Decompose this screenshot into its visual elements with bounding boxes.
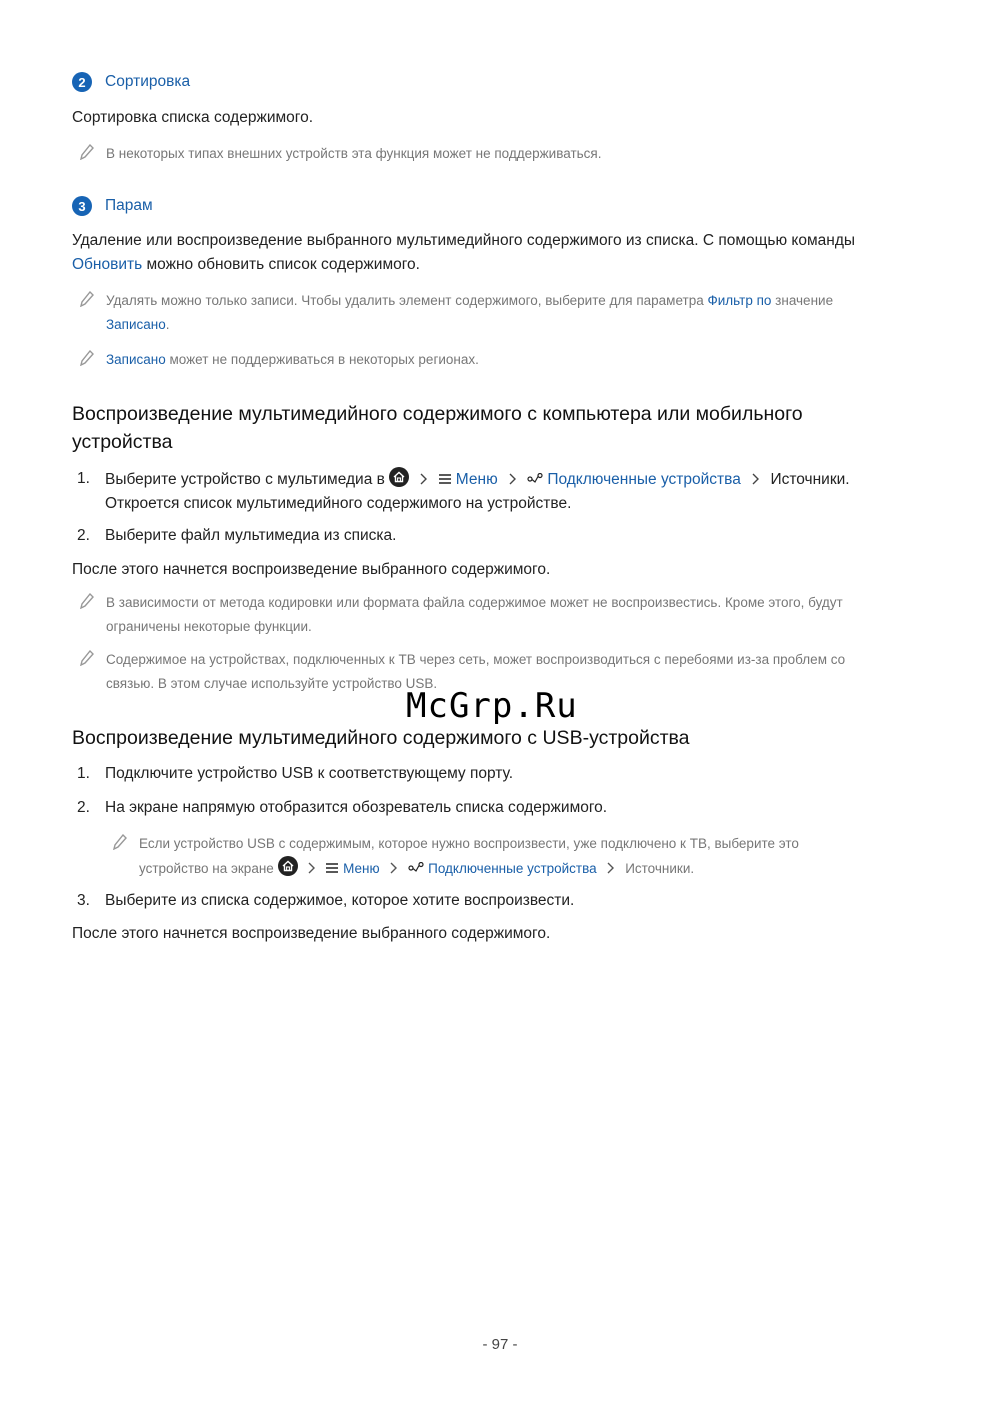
chevron-right-icon [307, 862, 316, 874]
sort-heading [72, 72, 190, 92]
sort-number-badge: 2 [72, 72, 92, 92]
home-icon[interactable] [278, 856, 298, 876]
page-number: - 97 - [482, 1336, 518, 1353]
chevron-right-icon [508, 473, 517, 485]
pencil-note-icon [80, 144, 94, 160]
connected-devices-icon [527, 473, 543, 485]
pc-note-1 [106, 591, 936, 639]
param-description-pre: Удаление или воспроизведение выбранного мультимедийного содержимого из списка. С помощью команды [72, 232, 856, 249]
menu-link[interactable]: Меню [343, 861, 380, 876]
pencil-note-icon [80, 593, 94, 609]
pc-step1-pre: Выберите устройство с мультимедиа в [105, 471, 385, 488]
param-description-post: можно обновить список содержимого. [146, 256, 420, 273]
refresh-link[interactable]: Обновить [72, 256, 143, 273]
filter-by-link[interactable]: Фильтр по [707, 293, 772, 308]
pencil-note-icon [113, 834, 127, 850]
pc-step1-post: Источники. [770, 471, 850, 488]
usb-step1-text: Подключите устройство USB к соответствующему порту. [105, 765, 514, 782]
step-number: 1. [77, 470, 90, 487]
param-note1-post: . [165, 317, 170, 332]
usb-note-line1: Если устройство USB с содержимым, которое нужно воспроизвести, уже подключено к ТВ, выберите это [139, 836, 799, 851]
home-icon[interactable] [389, 467, 409, 487]
connected-devices-link[interactable]: Подключенные устройства [428, 861, 597, 876]
chevron-right-icon [606, 862, 615, 874]
pc-note1-line2: ограничены некоторые функции. [106, 619, 312, 634]
usb-note-post: Источники. [625, 861, 695, 876]
pc-section-heading [72, 400, 932, 456]
pc-heading-line2: устройства [72, 431, 173, 453]
param-heading [72, 196, 153, 216]
param-note-1 [106, 289, 926, 337]
pc-heading-line1: Воспроизведение мультимедийного содержимого с компьютера или мобильного [72, 403, 803, 425]
pc-step-2 [77, 524, 397, 548]
sort-note-text: В некоторых типах внешних устройств эта функция может не поддерживаться. [106, 146, 602, 161]
sort-title: Сортировка [105, 73, 191, 90]
menu-icon [326, 863, 338, 873]
param-note-2 [106, 348, 479, 372]
usb-step-1 [77, 762, 514, 786]
pc-step2-text: Выберите файл мультимедиа из списка. [105, 527, 397, 544]
param-number-badge: 3 [72, 196, 92, 216]
pc-after-text: После этого начнется воспроизведение выбранного содержимого. [72, 561, 551, 578]
step-number: 3. [77, 892, 90, 909]
pc-note2-line1: Содержимое на устройствах, подключенных к ТВ через сеть, может воспроизводиться с перебоями из-за проблем со [106, 652, 846, 667]
connected-devices-icon [408, 862, 424, 874]
usb-note [139, 832, 929, 881]
chevron-right-icon [419, 473, 428, 485]
usb-section-heading: Воспроизведение мультимедийного содержимого с USB-устройства [72, 727, 690, 749]
param-note1-pre: Удалять можно только записи. Чтобы удалить элемент содержимого, выберите для параметра [106, 293, 704, 308]
pc-step-1 [77, 467, 935, 516]
menu-link[interactable]: Меню [455, 471, 498, 488]
param-note2-post: может не поддерживаться в некоторых регионах. [169, 352, 479, 367]
step-number: 1. [77, 765, 90, 782]
step-number: 2. [77, 799, 90, 816]
pc-note2-line2: связью. В этом случае используйте устройство USB. [106, 676, 438, 691]
usb-step-3 [77, 889, 575, 913]
sort-note [106, 142, 601, 166]
recorded-link[interactable]: Записано [106, 352, 166, 367]
param-title: Парам [105, 197, 153, 214]
watermark-text: McGrp.Ru [406, 686, 578, 726]
usb-step3-text: Выберите из списка содержимое, которое хотите воспроизвести. [105, 892, 575, 909]
pencil-note-icon [80, 291, 94, 307]
pencil-note-icon [80, 650, 94, 666]
recorded-link[interactable]: Записано [106, 317, 166, 332]
sort-description: Сортировка списка содержимого. [72, 109, 314, 126]
usb-step2-text: На экране напрямую отобразится обозреватель списка содержимого. [105, 799, 608, 816]
param-note1-mid: значение [775, 293, 834, 308]
usb-note-line2-pre: устройство на экране [139, 861, 274, 876]
pencil-note-icon [80, 350, 94, 366]
connected-devices-link[interactable]: Подключенные устройства [547, 471, 741, 488]
step-number: 2. [77, 527, 90, 544]
pc-note1-line1: В зависимости от метода кодировки или формата файла содержимое может не воспроизвестись. Кроме этого, будут [106, 595, 843, 610]
pc-step1-line2: Откроется список мультимедийного содержимого на устройстве. [105, 495, 572, 512]
menu-icon [439, 474, 451, 484]
usb-step-2 [77, 796, 608, 820]
chevron-right-icon [389, 862, 398, 874]
chevron-right-icon [751, 473, 760, 485]
param-description [72, 229, 932, 277]
usb-after-text: После этого начнется воспроизведение выбранного содержимого. [72, 925, 551, 942]
